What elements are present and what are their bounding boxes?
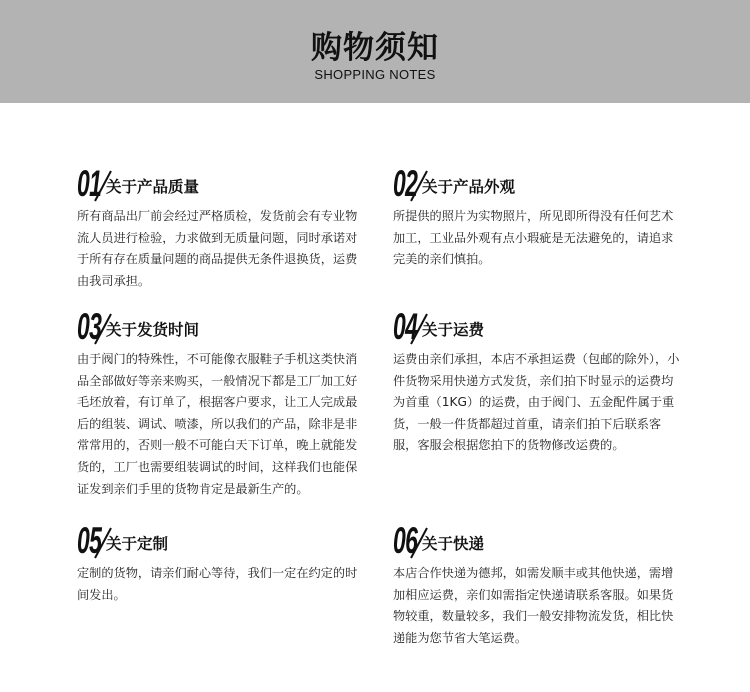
section-body: 所提供的照片为实物照片，所见即所得没有任何艺术加工，工业品外观有点小瑕疵是无法避免的，请追求完美的亲们慎拍。 <box>393 209 674 267</box>
section-number: 03 <box>77 306 102 347</box>
page-title: 购物须知 <box>311 30 439 66</box>
section-title: 关于发货时间 <box>106 321 200 339</box>
section-body: 本店合作快递为德邦，如需发顺丰或其他快递，需增加相应运费，亲们如需指定快递请联系客服。如果货物较重，数量较多，我们一般安排物流发货，相比快递能为您节省大笔运费。 <box>393 566 674 645</box>
section-title: 关于产品外观 <box>422 178 516 196</box>
page-subtitle: SHOPPING NOTES <box>314 67 436 82</box>
section-express-delivery <box>393 520 681 649</box>
section-title: 关于定制 <box>106 535 169 553</box>
section-shipping-cost <box>393 306 681 457</box>
section-customization <box>77 520 365 606</box>
section-header <box>77 163 363 204</box>
section-title: 关于运费 <box>422 321 485 339</box>
section-header <box>77 520 365 561</box>
header-banner <box>0 0 750 103</box>
section-title: 关于产品质量 <box>106 178 200 196</box>
section-number: 05 <box>77 520 102 561</box>
section-title: 关于快递 <box>422 535 485 553</box>
section-body: 由于阀门的特殊性，不可能像衣服鞋子手机这类快消品全部做好等亲来购买，一般情况下都是工厂加工好毛坯放着，有订单了，根据客户要求，让工人完成最后的组装、调试、喷漆，所以我们的产品，除非是非常常用的，否则一般不可能白天下订单，晚上就能发货的，工厂也需要组装调试的时间，这样我们也能保证发到亲们手里的货物肯定是最新生产的。 <box>77 352 358 496</box>
section-shipping-time <box>77 306 365 500</box>
section-body: 运费由亲们承担，本店不承担运费（包邮的除外），小件货物采用快递方式发货，亲们拍下时显示的运费均为首重（1KG）的运费，由于阀门、五金配件属于重货，一般一件货都超过首重，请亲们拍下后联系客服，客服会根据您拍下的货物修改运费的。 <box>393 352 680 453</box>
section-body: 所有商品出厂前会经过严格质检，发货前会有专业物流人员进行检验，力求做到无质量问题，同时承诺对于所有存在质量问题的商品提供无条件退换货，运费由我司承担。 <box>77 209 358 288</box>
section-header <box>393 306 681 347</box>
section-number: 02 <box>393 163 418 204</box>
section-product-appearance <box>393 163 681 271</box>
section-number: 06 <box>393 520 418 561</box>
section-number: 01 <box>77 163 102 204</box>
section-number: 04 <box>393 306 418 347</box>
section-product-quality <box>77 163 363 292</box>
section-header <box>393 520 681 561</box>
section-body: 定制的货物，请亲们耐心等待，我们一定在约定的时间发出。 <box>77 566 358 602</box>
section-header <box>393 163 681 204</box>
section-header <box>77 306 365 347</box>
